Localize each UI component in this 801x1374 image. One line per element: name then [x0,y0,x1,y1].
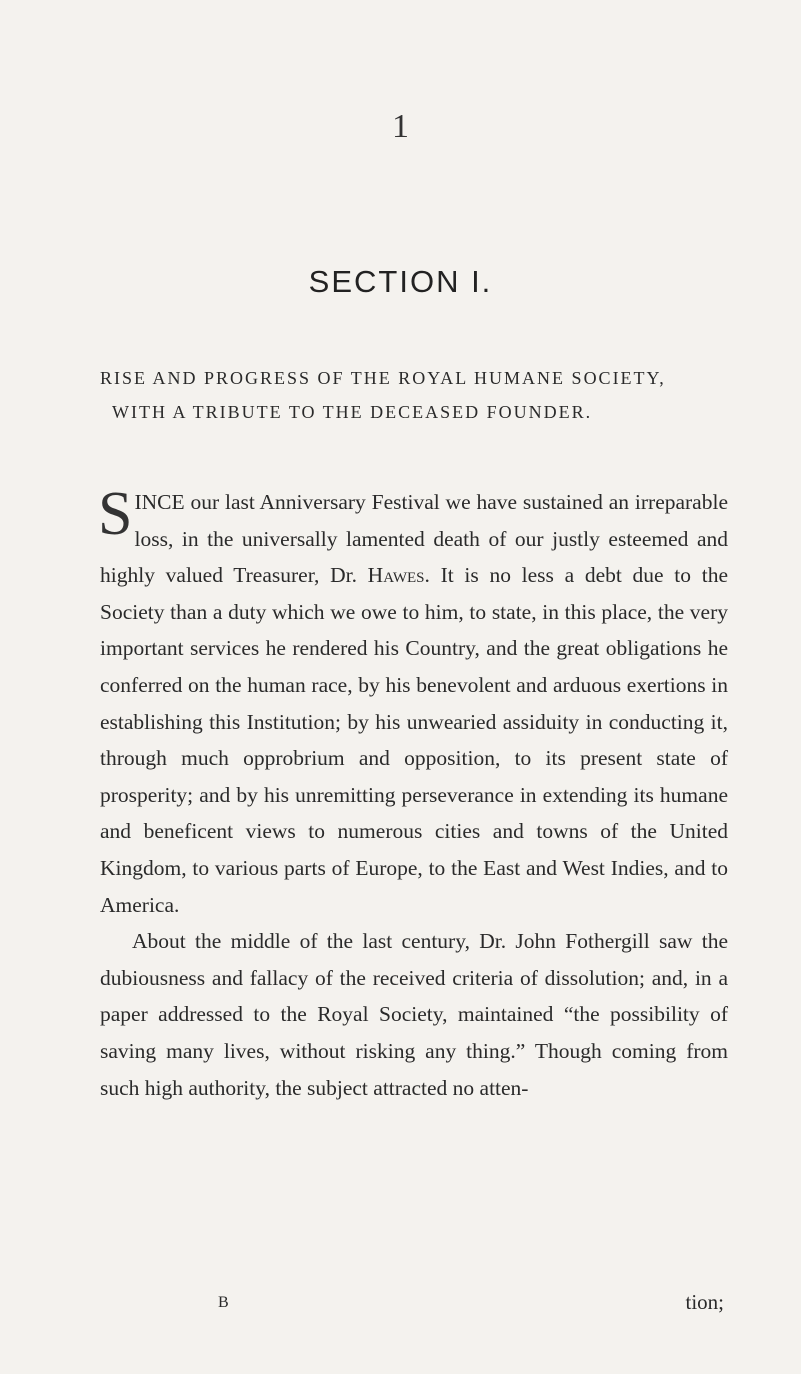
paragraph-1-text-b: . It is no less a debt due to the Society than a duty which we owe to him, to state, in this place, the very important services he rendered his Country, and the great obligations he conferred on the human race, by his benevolent and arduous exertions in establishing this Institution; by his unwearied assiduity in conducting it, through much opprobrium and opposition, to its present state of prosperity; and by his unremitting perseverance in extending its humane and beneficent views to numerous cities and towns of the United Kingdom, to various parts of Europe, to the East and West Indies, and to America. [100,563,728,917]
section-subtitle-line-1: RISE AND PROGRESS OF THE ROYAL HUMANE SOCIETY, [100,368,666,388]
paragraph-2: About the middle of the last century, Dr. John Fothergill saw the dubiousness and fallacy of the received criteria of dissolution; and, in a paper addressed to the Royal Society, maintained “the possibility of saving many lives, without risking any thing.” Though coming from such high authority, the subject attracted no atten- [100,929,728,1100]
section-title: SECTION I. [308,264,493,299]
first-word-rest: INCE [134,490,185,514]
paragraph-1-text-a: our last Anniversary Festival we have sustained an irreparable loss, in the universally lamented death of our justly esteemed and highly valued Treasurer, Dr. [100,490,728,588]
section-subtitle-line-2: WITH A TRIBUTE TO THE DECEASED FOUNDER. [112,402,593,422]
page-number: 1 [392,108,409,145]
founder-name: Hawes [367,563,425,588]
drop-cap-initial: S [98,480,133,548]
signature-mark: B [218,1294,229,1311]
paragraph-1 [98,480,728,923]
body-text [98,480,728,1106]
catchword: tion; [685,1290,724,1314]
